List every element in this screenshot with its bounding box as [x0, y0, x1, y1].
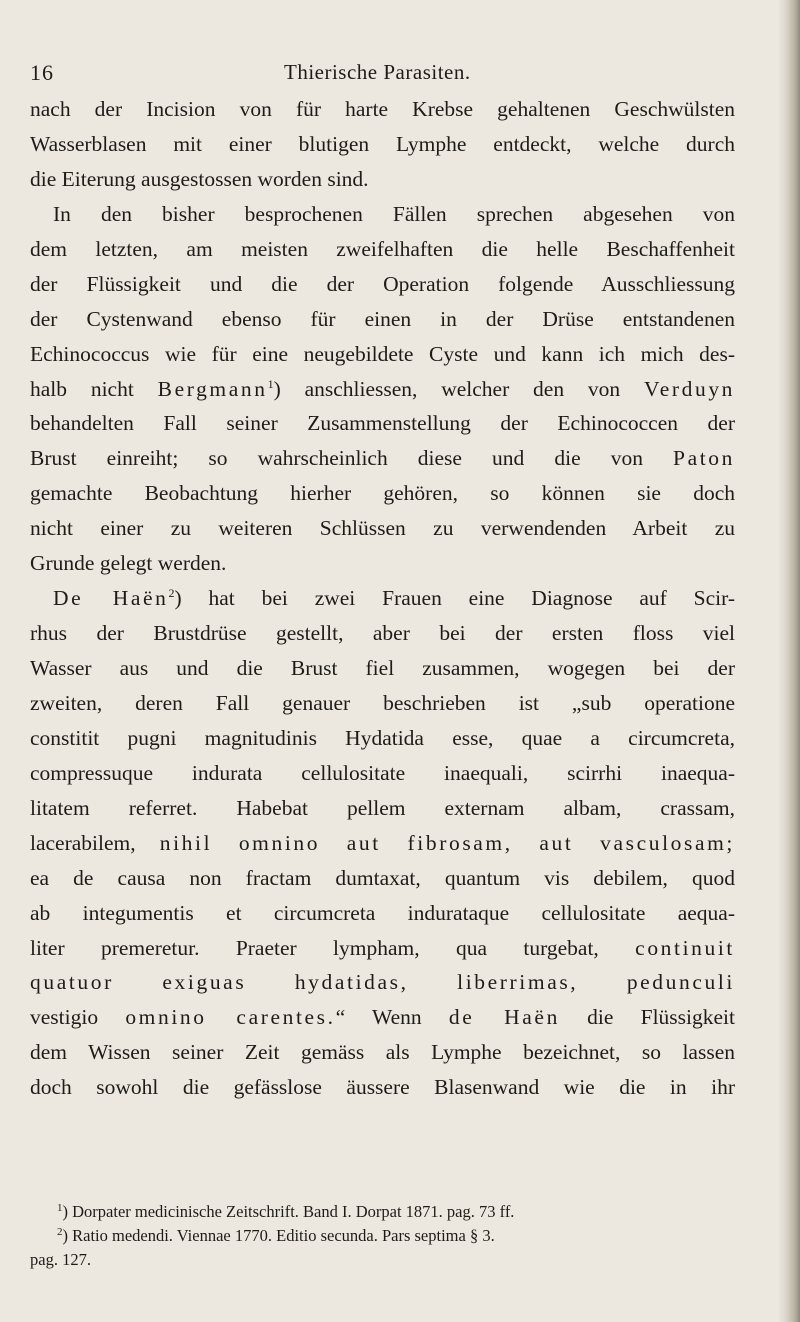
emphasized-text: nihil omnino aut fibrosam, aut vasculosam;	[159, 830, 736, 855]
text-line: Echinococcus wie für eine neugebildete Cyste und kann ich mich des-	[30, 341, 735, 366]
text-line: ab integumentis et circumcreta indurataque cellulositate aequa-	[30, 900, 735, 925]
text-line	[30, 1000, 735, 1035]
text-line: nach der Incision von für harte Krebse gehaltenen Geschwülsten	[30, 97, 735, 121]
author-name: Paton	[673, 446, 736, 471]
text-run: “ Wenn	[335, 1005, 422, 1030]
text-run: die Flüssigkeit	[587, 1005, 736, 1030]
paragraph-2	[30, 197, 735, 581]
footnote-2	[30, 1224, 735, 1248]
footnote-mark: 1	[57, 1202, 63, 1214]
paragraph-3	[30, 581, 735, 1105]
running-head: Thierische Parasiten.	[284, 60, 471, 84]
body-text	[30, 92, 735, 1105]
author-name: Bergmann	[157, 376, 268, 401]
text-line: quatuor exiguas hydatidas, liberrimas, pedunculi	[30, 970, 735, 995]
footnote-text: ) Ratio medendi. Viennae 1770. Editio secunda. Pars septima § 3.	[62, 1226, 495, 1245]
text-line: die Eiterung ausgestossen worden sind.	[30, 166, 369, 191]
text-line	[30, 931, 735, 966]
text-line: In den bisher besprochenen Fällen sprechen abgesehen von	[53, 201, 735, 226]
text-line: der Flüssigkeit und die der Operation folgende Ausschliessung	[30, 271, 735, 296]
page-edge-shadow	[778, 0, 800, 1322]
page-header	[30, 48, 730, 88]
text-line: dem Wissen seiner Zeit gemäss als Lymphe bezeichnet, so lassen	[30, 1040, 735, 1065]
text-line: der Cystenwand ebenso für einen in der Drüse entstandenen	[30, 306, 735, 331]
text-run: Brust einreiht; so wahrscheinlich diese und die von	[30, 446, 643, 471]
text-line: compressuque indurata cellulositate inaequali, scirrhi inaequa-	[30, 760, 735, 785]
text-run: halb nicht	[30, 376, 134, 401]
text-line: rhus der Brustdrüse gestellt, aber bei der ersten floss viel	[30, 621, 735, 646]
footnote-ref-2: 2	[168, 586, 175, 601]
text-line: Wasser aus und die Brust fiel zusammen, wogegen bei der	[30, 656, 735, 680]
emphasized-text: omnino carentes.	[125, 1005, 336, 1030]
author-name: de Haën	[448, 1005, 560, 1030]
text-line	[30, 372, 735, 407]
text-line: litatem referret. Habebat pellem externam albam, crassam,	[30, 795, 735, 820]
page-number: 16	[30, 60, 54, 85]
text-run: ) hat bei zwei Frauen eine Diagnose auf Scir-	[174, 586, 735, 611]
text-line	[30, 826, 735, 861]
author-name: Verduyn	[643, 376, 736, 401]
emphasized-text: continuit	[635, 935, 736, 960]
text-line: zweiten, deren Fall genauer beschrieben ist „sub operatione	[30, 690, 735, 715]
paragraph-1	[30, 92, 735, 197]
text-run: ) anschliessen, welcher den von	[273, 376, 621, 401]
footnote-ref-1: 1	[267, 376, 274, 391]
footnote-1	[30, 1200, 735, 1224]
footnotes	[30, 1200, 735, 1272]
author-name: De Haën	[53, 586, 169, 611]
text-line: Grunde gelegt werden.	[30, 551, 227, 576]
text-line: gemachte Beobachtung hierher gehören, so können sie doch	[30, 481, 735, 506]
text-run: lacerabilem,	[30, 830, 136, 855]
text-line: behandelten Fall seiner Zusammenstellung der Echinococcen der	[30, 411, 735, 436]
text-line	[30, 441, 735, 476]
text-line: nicht einer zu weiteren Schlüssen zu verwendenden Arbeit zu	[30, 516, 735, 541]
text-line: constitit pugni magnitudinis Hydatida esse, quae a circumcreta,	[30, 725, 735, 750]
text-line: doch sowohl die gefässlose äussere Blasenwand wie die in ihr	[30, 1075, 735, 1100]
footnote-mark: 2	[57, 1226, 63, 1238]
text-run: vestigio	[30, 1005, 99, 1030]
text-line: Wasserblasen mit einer blutigen Lymphe entdeckt, welche durch	[30, 131, 735, 156]
footnote-2-continuation: pag. 127.	[30, 1250, 91, 1269]
text-line: ea de causa non fractam dumtaxat, quantum vis debilem, quod	[30, 865, 735, 890]
footnote-text: ) Dorpater medicinische Zeitschrift. Band I. Dorpat 1871. pag. 73 ff.	[62, 1202, 515, 1221]
text-run: liter premeretur. Praeter lympham, qua turgebat,	[30, 935, 599, 960]
text-line	[30, 581, 735, 616]
text-line: dem letzten, am meisten zweifelhaften die helle Beschaffenheit	[30, 236, 735, 261]
